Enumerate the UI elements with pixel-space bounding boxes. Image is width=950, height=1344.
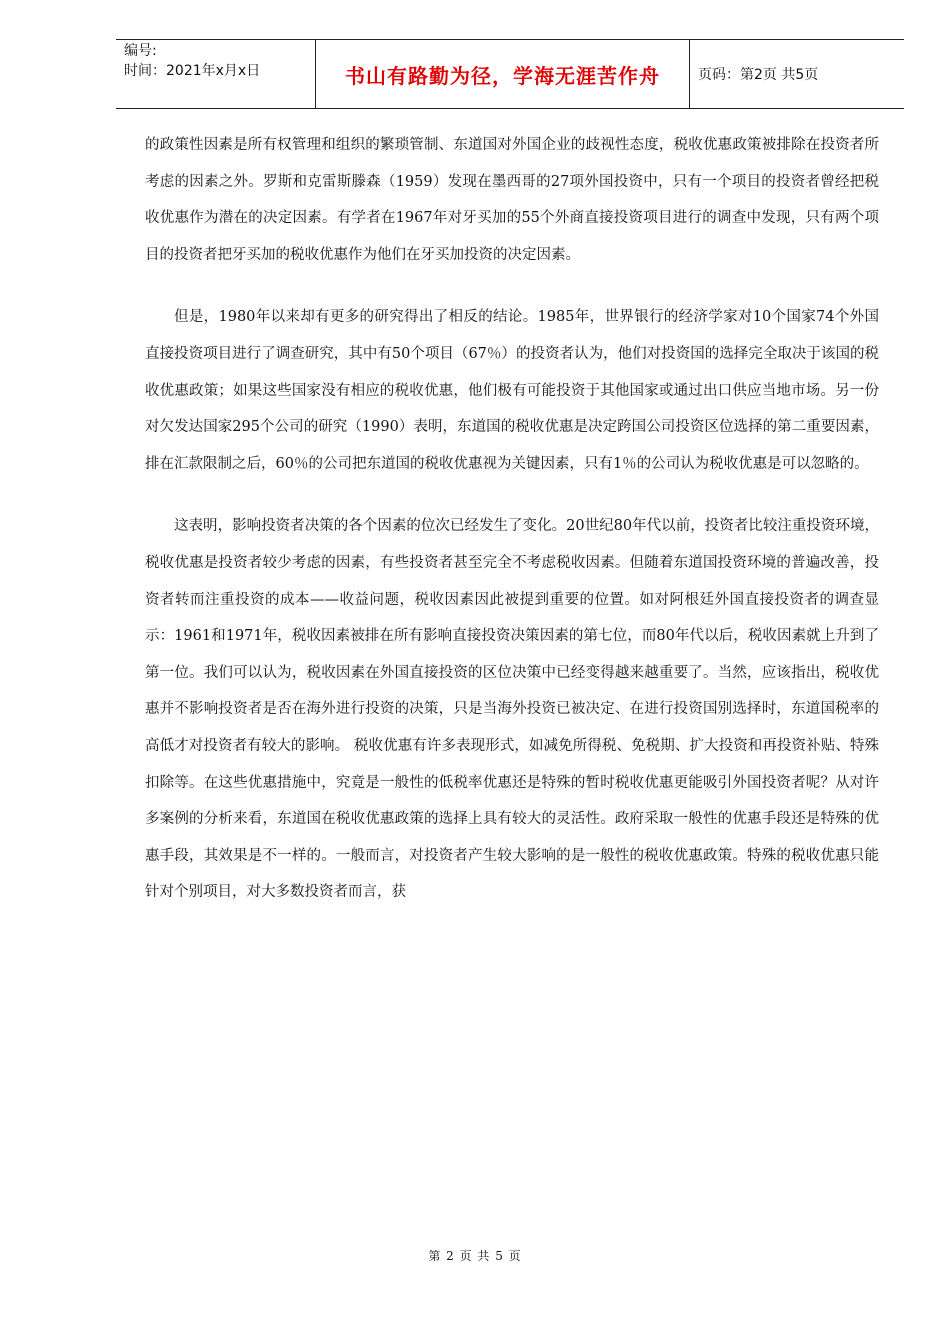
- paragraph-2: 但是，1980年以来却有更多的研究得出了相反的结论。1985年，世界银行的经济学家对10个国家74个外国直接投资项目进行了调查研究，其中有50个项目（67％）的投资者认为，他们对投资国的选择完全取决于该国的税收优惠政策；如果这些国家没有相应的税收优惠，他们极有可能投资于其他国家或通过出口供应当地市场。另一份对欠发达国家295个公司的研究（1990）表明，东道国的税收优惠是决定跨国公司投资区位选择的第二重要因素，排在汇款限制之后，60％的公司把东道国的税收优惠视为关键因素，只有1％的公司认为税收优惠是可以忽略的。: [145, 309, 879, 472]
- header-meta: [116, 40, 316, 108]
- header-motto-cell: [316, 40, 690, 108]
- header-page-label: 页码：第2页 共5页: [698, 67, 819, 83]
- document-body: [145, 127, 879, 911]
- paragraph-1: 的政策性因素是所有权管理和组织的繁琐管制、东道国对外国企业的歧视性态度，税收优惠政策被排除在投资者所考虑的因素之外。罗斯和克雷斯滕森（1959）发现在墨西哥的27项外国投资中，只有一个项目的投资者曾经把税收优惠作为潜在的决定因素。有学者在1967年对牙买加的55个外商直接投资项目进行的调查中发现，只有两个项目的投资者把牙买加的税收优惠作为他们在牙买加投资的决定因素。: [145, 137, 879, 263]
- document-time-label: 时间：2021年x月x日: [124, 63, 261, 79]
- document-number-label: 编号:: [124, 43, 157, 59]
- page-header: [116, 39, 904, 109]
- paragraph-3: 这表明，影响投资者决策的各个因素的位次已经发生了变化。20世纪80年代以前，投资者比较注重投资环境，税收优惠是投资者较少考虑的因素，有些投资者甚至完全不考虑税收因素。但随着东道国投资环境的普遍改善，投资者转而注重投资的成本——收益问题，税收因素因此被提到重要的位置。如对阿根廷外国直接投资者的调查显示：1961和1971年，税收因素被排在所有影响直接投资决策因素的第七位，而80年代以后，税收因素就上升到了第一位。我们可以认为，税收因素在外国直接投资的区位决策中已经变得越来越重要了。当然，应该指出，税收优惠并不影响投资者是否在海外进行投资的决策，只是当海外投资已被决定、在进行投资国别选择时，东道国税率的高低才对投资者有较大的影响。 税收优惠有许多表现形式，如减免所得税、免税期、扩大投资和再投资补贴、特殊扣除等。在这些优惠措施中，究竟是一般性的低税率优惠还是特殊的暂时税收优惠更能吸引外国投资者呢？从对许多案例的分析来看，东道国在税收优惠政策的选择上具有较大的灵活性。政府采取一般性的优惠手段还是特殊的优惠手段，其效果是不一样的。一般而言，对投资者产生较大影响的是一般性的税收优惠政策。特殊的税收优惠只能针对个别项目，对大多数投资者而言，获: [145, 518, 879, 901]
- header-motto: 书山有路勤为径，学海无涯苦作舟: [345, 63, 660, 88]
- header-page-cell: [690, 40, 904, 108]
- page-footer: 第 2 页 共 5 页: [428, 1249, 522, 1263]
